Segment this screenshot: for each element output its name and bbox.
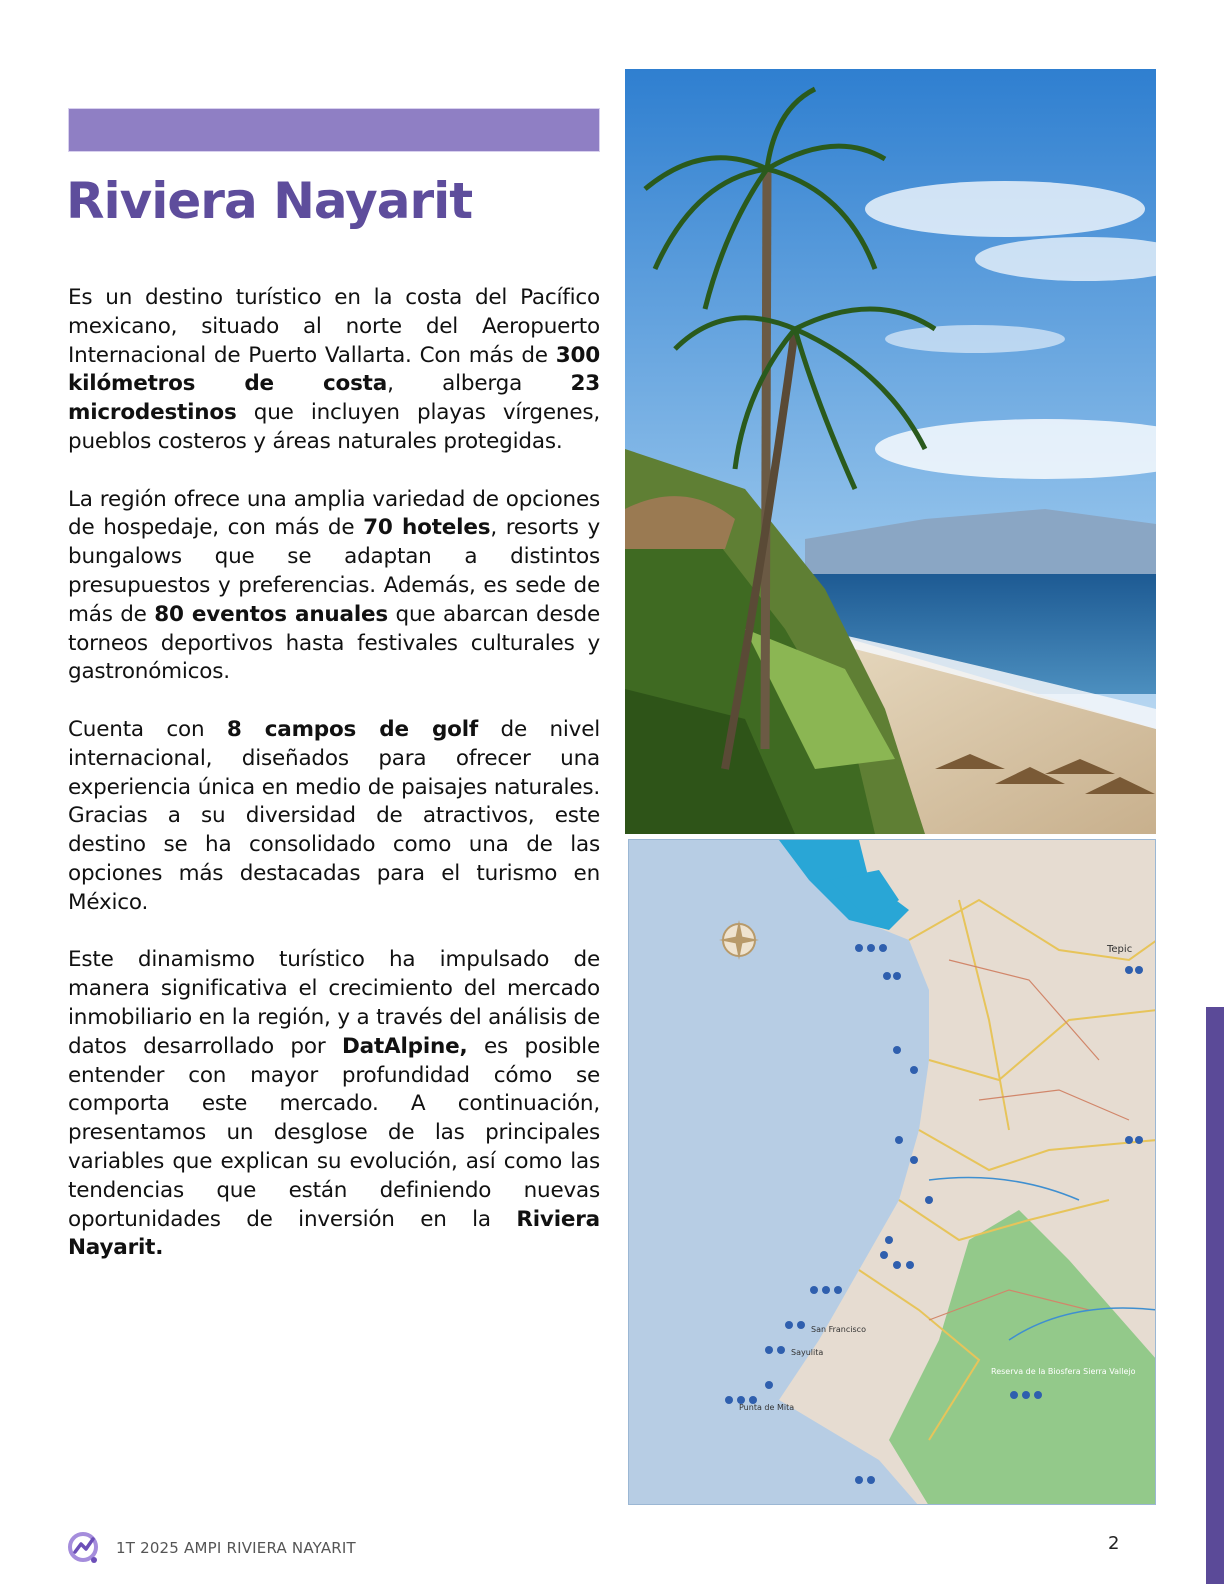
bold-run: DatAlpine, [342,1033,468,1059]
map-label-punta-de-mita: Punta de Mita [739,1403,795,1412]
bold-run: 300 kilómetros de costa [68,342,600,397]
text-run: es posible entender con mayor profundidad cómo se comporta este mercado. A continuación, presentamos un desglose de las principales variables que explican su evolución, así como las tendencias que están definiendo nuevas oportunidades de inversión en la [68,1033,600,1232]
text-run: que incluyen playas vírgenes, pueblos costeros y áreas naturales protegidas. [68,400,600,454]
paragraph-4 [68,946,600,1263]
text-run: que abarcan desde torneos deportivos hasta festivales culturales y gastronómicos. [68,601,600,685]
region-map-illustration [629,840,1156,1505]
text-run: de nivel internacional, diseñados para ofrecer una experiencia única en medio de paisajes naturales. Gracias a su diversidad de atractivos, este destino se ha consolidado como una de las opciones más destacadas para el turismo en México. [68,716,600,915]
body-text [68,284,600,1292]
paragraph-1 [68,284,600,457]
paragraph-2 [68,486,600,688]
map-label-sayulita: Sayulita [791,1348,824,1357]
paragraph-3 [68,716,600,918]
map-label-san-francisco: San Francisco [811,1325,866,1334]
text-run: Es un destino turístico en la costa del Pacífico mexicano, situado al norte del Aeropuerto Internacional de Puerto Vallarta. Con más de [68,285,600,368]
bold-run: Riviera Nayarit. [68,1206,600,1261]
footer [66,1528,356,1568]
bold-run: 23 microdestinos [68,371,601,426]
region-map [628,839,1156,1505]
page-number: 2 [1108,1533,1120,1554]
page-title: Riviera Nayarit [66,172,473,230]
bold-run: 80 eventos anuales [154,601,388,627]
text-run: La región ofrece una amplia variedad de opciones de hospedaje, con más de [68,486,600,541]
side-accent-bar [1206,1007,1224,1584]
text-run: , resorts y bungalows que se adaptan a distintos presupuestos y preferencias. Además, es sede de más de [68,515,600,627]
map-label-tepic: Tepic [1107,944,1133,955]
beach-photo-illustration [625,69,1156,834]
beach-photo [625,69,1156,834]
text-run: Este dinamismo turístico ha impulsado de manera significativa el crecimiento del mercado inmobiliario en la región, y a través del análisis de datos desarrollado por [68,947,600,1059]
bold-run: 8 campos de golf [226,716,479,742]
bold-run: 70 hoteles [363,515,491,541]
footer-text: 1T 2025 AMPI RIVIERA NAYARIT [116,1539,356,1557]
text-run: Cuenta con [68,716,227,742]
datalpine-logo-icon [66,1530,102,1566]
map-label-reserva: Reserva de la Biosfera Sierra Vallejo [991,1367,1136,1376]
header-accent-bar [68,108,600,152]
text-run: , alberga [387,371,571,397]
